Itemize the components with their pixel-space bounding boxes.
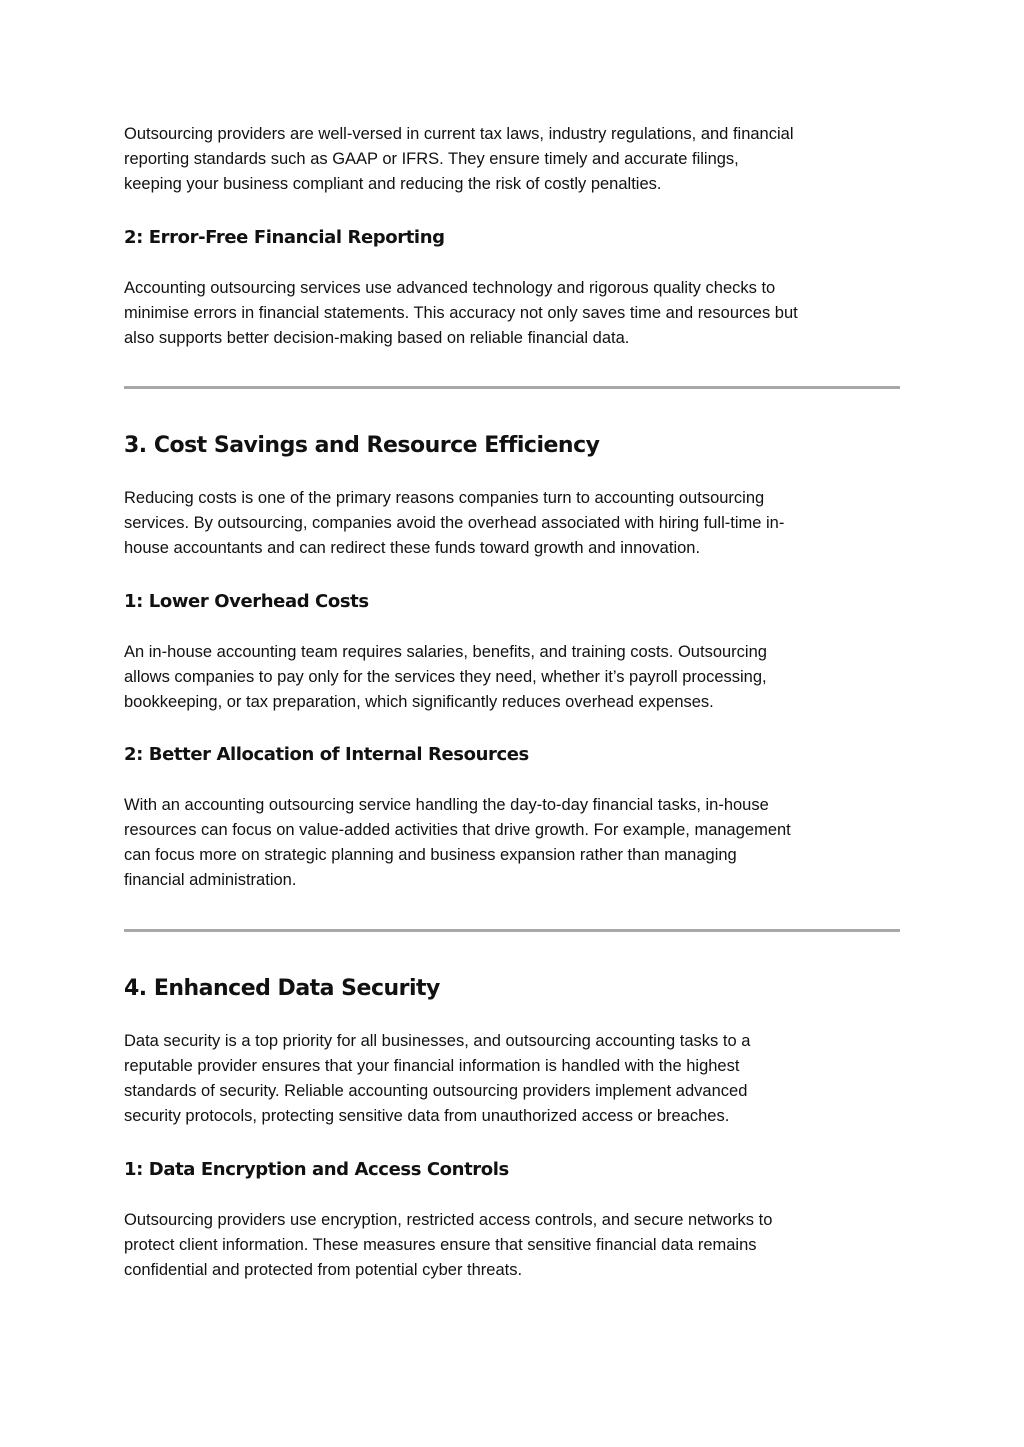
subheading-lower-overhead: 1: Lower Overhead Costs [124, 591, 369, 612]
paragraph-cost-savings: Reducing costs is one of the primary reasons companies turn to accounting outsourcing services. By outsourcing, companies avoid the overhead associated with hiring full-time in- house accountants and can redirect these funds toward growth and innovation. [124, 489, 785, 557]
subheading-error-free-reporting: 2: Error-Free Financial Reporting [124, 227, 445, 248]
section-heading-data-security: 4. Enhanced Data Security [124, 976, 440, 1001]
section-divider [124, 386, 900, 389]
paragraph-data-security: Data security is a top priority for all businesses, and outsourcing accounting tasks to a reputable provider ensures that your financial information is handled with the highest standards of security. Reliable accounting outsourcing providers implement advanced security protocols, protecting sensitive data from unauthorized access or breaches. [124, 1032, 751, 1125]
paragraph-error-free-reporting: Accounting outsourcing services use advanced technology and rigorous quality checks to minimise errors in financial statements. This accuracy not only saves time and resources but also supports better decision-making based on reliable financial data. [124, 279, 798, 347]
paragraph-internal-resources: With an accounting outsourcing service handling the day-to-day financial tasks, in-house resources can focus on value-added activities that drive growth. For example, management can focus more on strategic planning and business expansion rather than managing financial administration. [124, 796, 791, 889]
section-heading-cost-savings: 3. Cost Savings and Resource Efficiency [124, 433, 600, 458]
section-divider [124, 929, 900, 932]
paragraph-encryption-access: Outsourcing providers use encryption, restricted access controls, and secure networks to protect client information. These measures ensure that sensitive financial data remains confidential and protected from potential cyber threats. [124, 1211, 773, 1279]
intro-paragraph: Outsourcing providers are well-versed in current tax laws, industry regulations, and financial reporting standards such as GAAP or IFRS. They ensure timely and accurate filings, keeping your business compliant and reducing the risk of costly penalties. [124, 125, 794, 193]
subheading-encryption-access: 1: Data Encryption and Access Controls [124, 1159, 509, 1180]
subheading-internal-resources: 2: Better Allocation of Internal Resources [124, 744, 529, 765]
paragraph-lower-overhead: An in-house accounting team requires salaries, benefits, and training costs. Outsourcing allows companies to pay only for the services they need, whether it’s payroll processing, bookkeeping, or tax preparation, which significantly reduces overhead expenses. [124, 643, 767, 711]
